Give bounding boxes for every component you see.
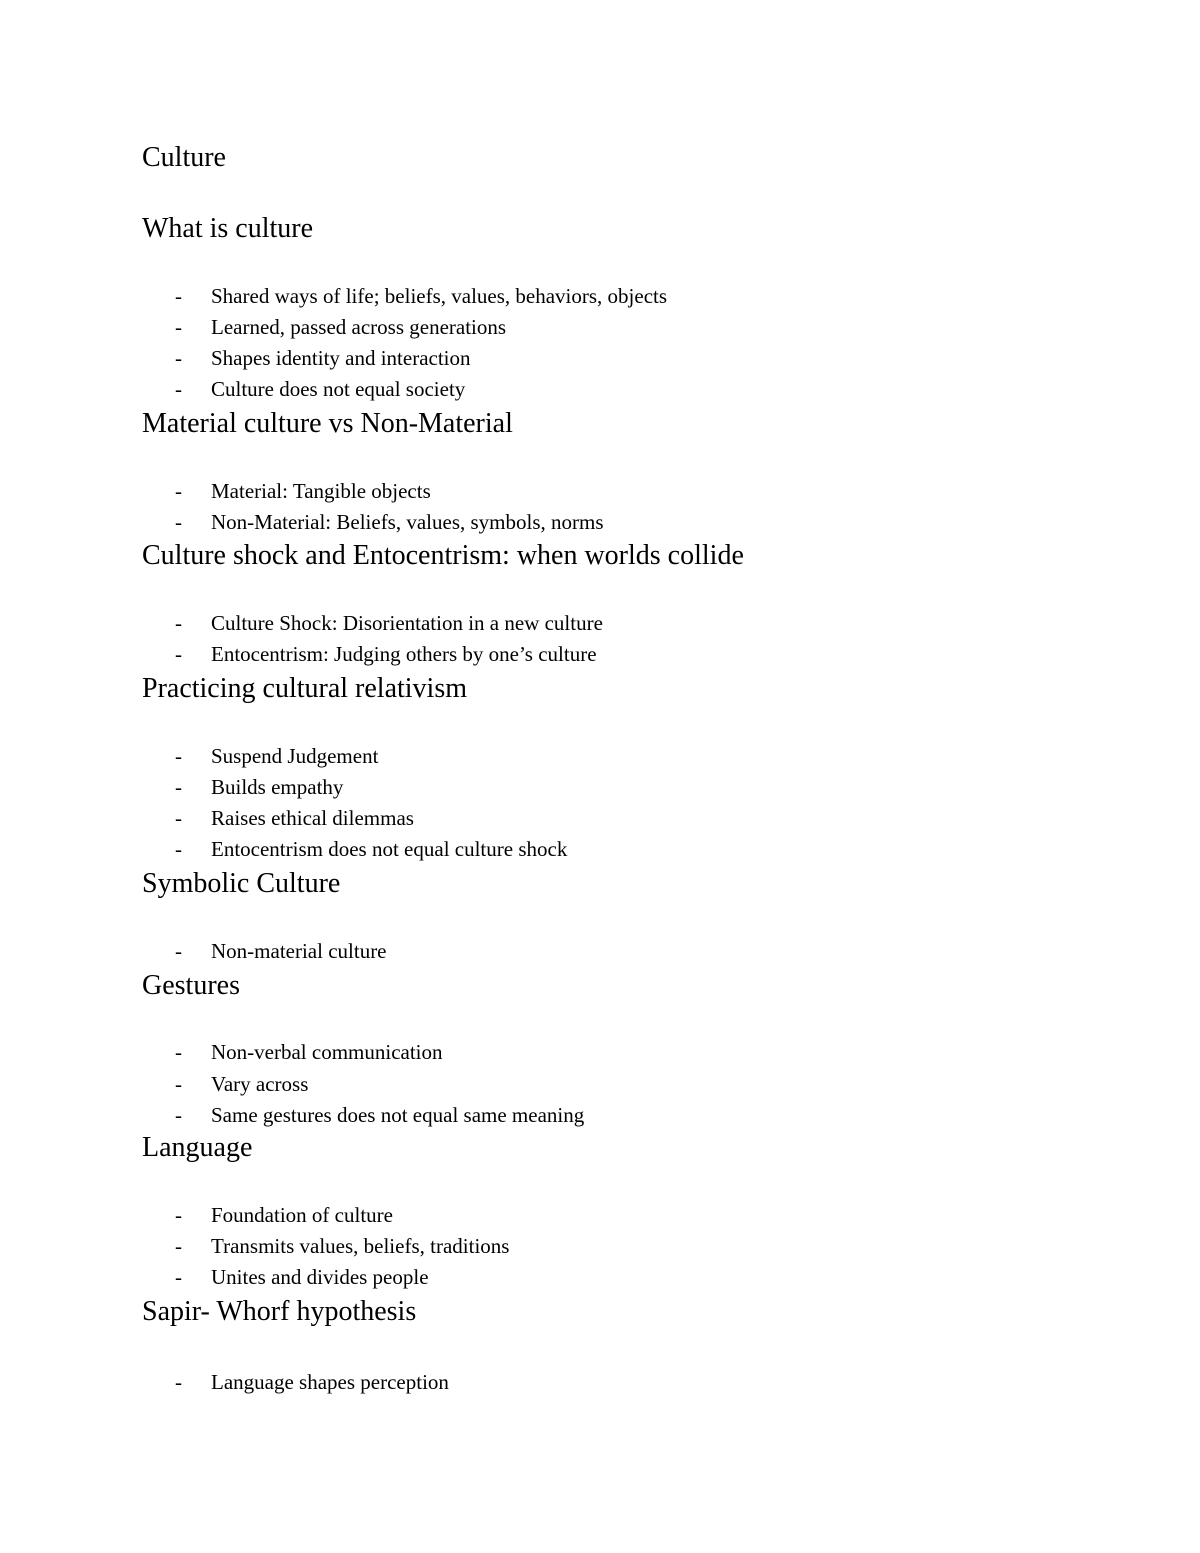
list-item-text: Suspend Judgement [211, 744, 379, 768]
list-item-text: Entocentrism does not equal culture shock [211, 837, 568, 861]
list-item-text: Non-material culture [211, 939, 387, 963]
list-item-text: Unites and divides people [211, 1265, 429, 1289]
list-item-text: Shapes identity and interaction [211, 346, 471, 370]
list-item-text: Non-Material: Beliefs, values, symbols, norms [211, 510, 604, 534]
bullet-dash: - [175, 479, 182, 503]
list-item [0, 835, 1200, 863]
bullet-dash: - [175, 377, 182, 401]
list-item-text: Shared ways of life; beliefs, values, behaviors, objects [211, 284, 668, 308]
list-item [0, 742, 1200, 770]
list-item-text: Foundation of culture [211, 1203, 393, 1227]
list-item [0, 804, 1200, 832]
list-item-text: Language shapes perception [211, 1370, 449, 1394]
list-item-text: Entocentrism: Judging others by one’s culture [211, 642, 597, 666]
bullet-dash: - [175, 939, 182, 963]
bullet-dash: - [175, 744, 182, 768]
list-item [0, 508, 1200, 536]
list-item-text: Same gestures does not equal same meaning [211, 1103, 585, 1127]
list-item [0, 1368, 1200, 1396]
list-item-text: Vary across [211, 1072, 309, 1096]
list-item-text: Learned, passed across generations [211, 315, 507, 339]
bullet-dash: - [175, 346, 182, 370]
bullet-dash: - [175, 806, 182, 830]
bullet-dash: - [175, 1234, 182, 1258]
bullet-dash: - [175, 510, 182, 534]
list-item-text: Non-verbal communication [211, 1040, 443, 1064]
list-item [0, 1263, 1200, 1291]
bullet-dash: - [175, 775, 182, 799]
bullet-dash: - [175, 315, 182, 339]
section-heading-cultural-relativism: Practicing cultural relativism [142, 673, 468, 704]
list-item [0, 1201, 1200, 1229]
list-item [0, 375, 1200, 403]
list-item [0, 640, 1200, 668]
bullet-dash: - [175, 1072, 182, 1096]
list-item [0, 1038, 1200, 1066]
section-heading-gestures: Gestures [142, 970, 240, 1001]
section-heading-culture-shock: Culture shock and Entocentrism: when worlds collide [142, 540, 744, 571]
section-heading-what-is-culture: What is culture [142, 213, 314, 244]
list-item [0, 344, 1200, 372]
section-heading-symbolic-culture: Symbolic Culture [142, 868, 341, 899]
list-item [0, 1101, 1200, 1129]
list-item [0, 313, 1200, 341]
list-item-text: Raises ethical dilemmas [211, 806, 414, 830]
list-item-text: Culture does not equal society [211, 377, 466, 401]
list-item [0, 1232, 1200, 1260]
bullet-dash: - [175, 1265, 182, 1289]
bullet-dash: - [175, 1040, 182, 1064]
document-title: Culture [142, 142, 226, 173]
bullet-dash: - [175, 1203, 182, 1227]
list-item-text: Builds empathy [211, 775, 344, 799]
section-heading-sapir-whorf: Sapir- Whorf hypothesis [142, 1296, 417, 1327]
bullet-dash: - [175, 1103, 182, 1127]
list-item [0, 773, 1200, 801]
bullet-dash: - [175, 1370, 182, 1394]
list-item-text: Transmits values, beliefs, traditions [211, 1234, 510, 1258]
list-item [0, 1070, 1200, 1098]
bullet-dash: - [175, 837, 182, 861]
bullet-dash: - [175, 611, 182, 635]
list-item [0, 477, 1200, 505]
section-heading-language: Language [142, 1132, 253, 1163]
list-item-text: Culture Shock: Disorientation in a new culture [211, 611, 603, 635]
section-heading-material-culture: Material culture vs Non-Material [142, 408, 513, 439]
list-item [0, 609, 1200, 637]
bullet-dash: - [175, 284, 182, 308]
bullet-dash: - [175, 642, 182, 666]
list-item [0, 937, 1200, 965]
list-item [0, 282, 1200, 310]
list-item-text: Material: Tangible objects [211, 479, 431, 503]
